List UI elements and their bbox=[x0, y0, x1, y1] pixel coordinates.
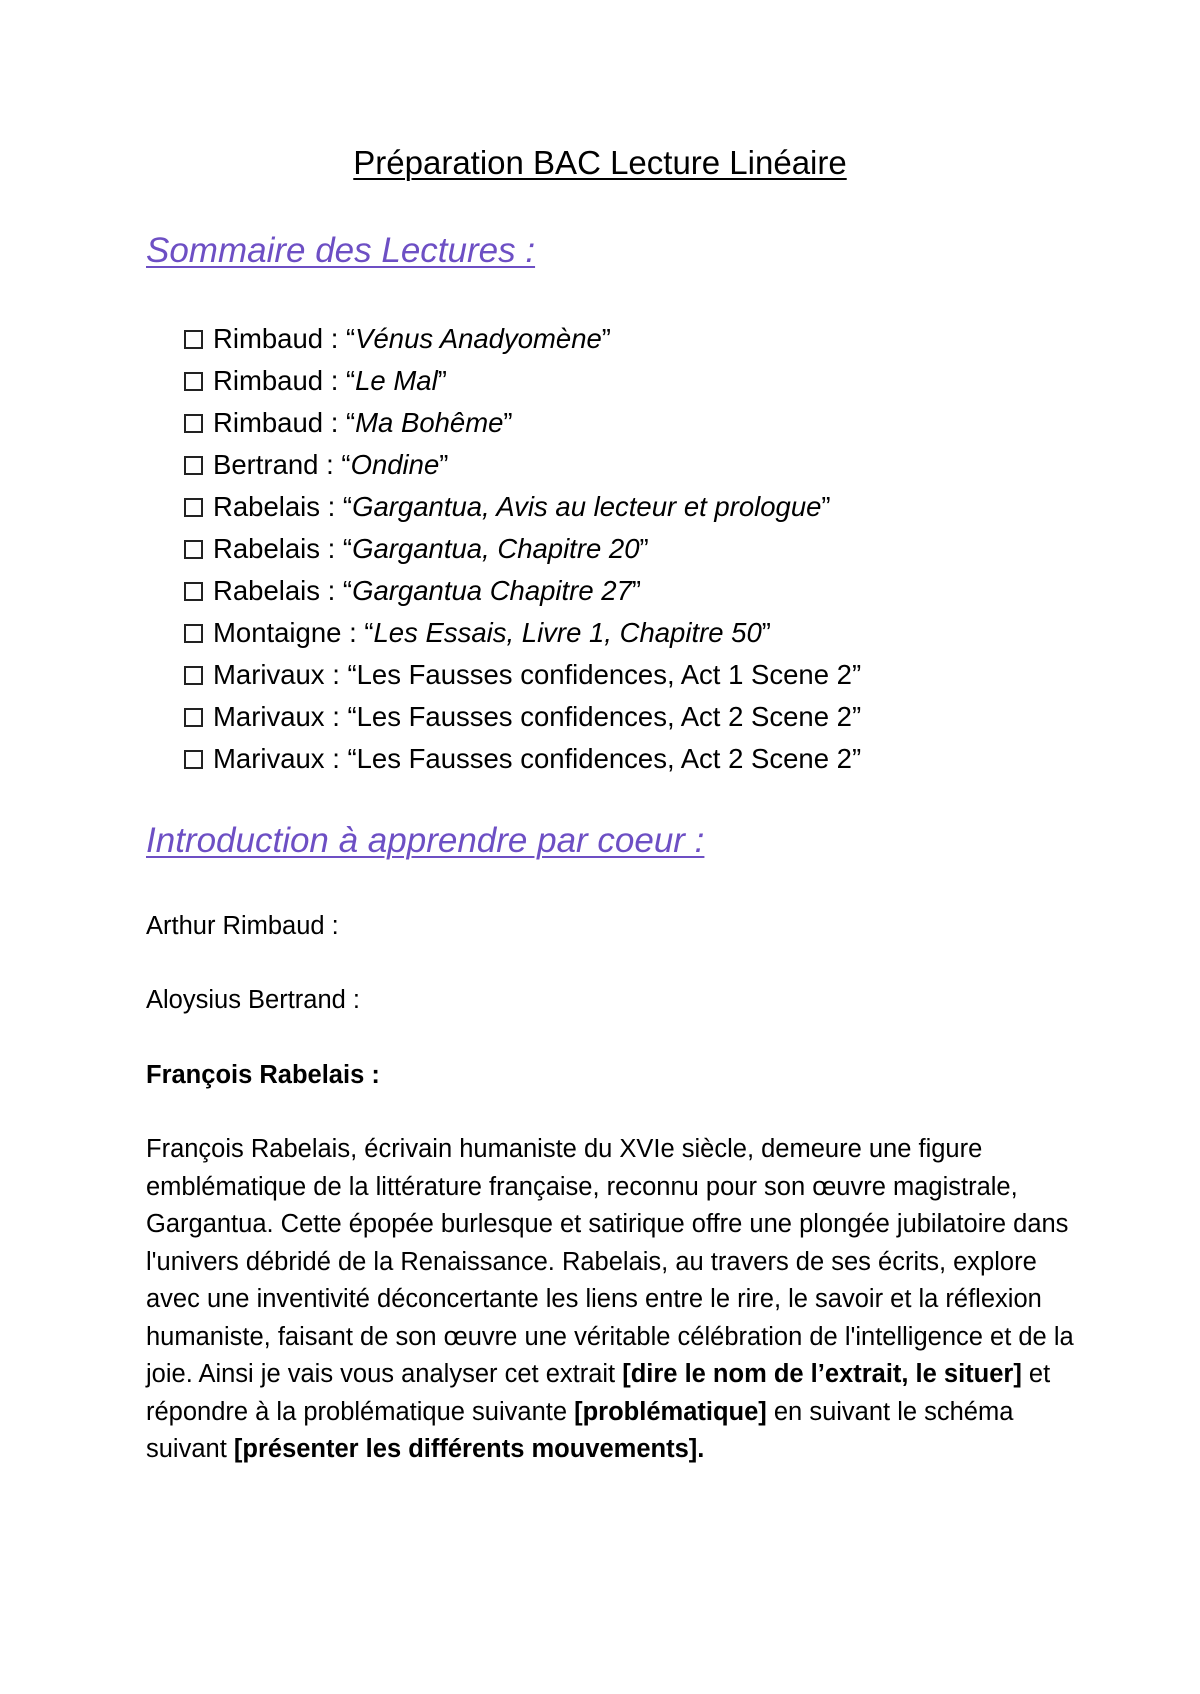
checkbox-icon[interactable] bbox=[184, 624, 203, 643]
reading-item-4 bbox=[184, 444, 861, 486]
reading-item-1 bbox=[184, 318, 861, 360]
paragraph-text: François Rabelais, écrivain humaniste du XVIe siècle, demeure une figure emblématique de la littérature française, reconnu pour son œuvre magistrale, Gargantua. Cette épopée burlesque et satirique offre une plongée jubilatoire dans l'univers débridé de la Renaissance. Rabelais, au travers de ses écrits, explore avec une inventivité déconcertante les liens entre le rire, le savoir et la réflexion humaniste, faisant de son œuvre une véritable célébration de l'intelligence et de la joie. Ainsi je vais vous analyser cet extrait bbox=[146, 1135, 1074, 1388]
reading-close-quote: ” bbox=[851, 659, 862, 690]
reading-item-10 bbox=[184, 696, 861, 738]
reading-close-quote: ” bbox=[631, 575, 642, 606]
checkbox-icon[interactable] bbox=[184, 540, 203, 559]
reading-item-11 bbox=[184, 738, 861, 780]
checkbox-icon[interactable] bbox=[184, 414, 203, 433]
reading-work: Les Fausses confidences, Act 2 Scene 2 bbox=[356, 743, 852, 774]
rabelais-introduction-paragraph bbox=[146, 1131, 1076, 1469]
checkbox-icon[interactable] bbox=[184, 750, 203, 769]
reading-author: Bertrand : “ bbox=[213, 449, 351, 480]
reading-author: Rimbaud : “ bbox=[213, 323, 356, 354]
reading-author: Rabelais : “ bbox=[213, 533, 353, 564]
reading-item-8 bbox=[184, 612, 861, 654]
reading-work: Les Essais, Livre 1, Chapitre 50 bbox=[373, 617, 762, 648]
reading-author: Montaigne : “ bbox=[213, 617, 374, 648]
reading-work: Gargantua, Avis au lecteur et prologue bbox=[352, 491, 822, 522]
reading-work: Les Fausses confidences, Act 1 Scene 2 bbox=[356, 659, 852, 690]
checkbox-icon[interactable] bbox=[184, 456, 203, 475]
reading-item-3 bbox=[184, 402, 861, 444]
reading-work: Gargantua, Chapitre 20 bbox=[352, 533, 640, 564]
reading-close-quote: ” bbox=[437, 365, 447, 396]
placeholder-problematique: [problématique] bbox=[574, 1397, 767, 1426]
reading-author: Rimbaud : “ bbox=[213, 407, 356, 438]
author-label-rabelais: François Rabelais : bbox=[146, 1061, 380, 1089]
checkbox-icon[interactable] bbox=[184, 372, 203, 391]
checkbox-icon[interactable] bbox=[184, 498, 203, 517]
reading-close-quote: ” bbox=[639, 533, 649, 564]
reading-close-quote: ” bbox=[851, 701, 862, 732]
reading-author: Marivaux : “ bbox=[213, 701, 357, 732]
reading-author: Marivaux : “ bbox=[213, 743, 357, 774]
reading-item-5 bbox=[184, 486, 861, 528]
reading-list bbox=[184, 318, 861, 780]
reading-author: Marivaux : “ bbox=[213, 659, 357, 690]
reading-author: Rimbaud : “ bbox=[213, 365, 356, 396]
checkbox-icon[interactable] bbox=[184, 330, 203, 349]
checkbox-icon[interactable] bbox=[184, 708, 203, 727]
reading-work: Ma Bohême bbox=[355, 407, 504, 438]
document-title: Préparation BAC Lecture Linéaire bbox=[353, 144, 847, 181]
reading-close-quote: ” bbox=[503, 407, 513, 438]
reading-item-2 bbox=[184, 360, 861, 402]
reading-work: Ondine bbox=[350, 449, 440, 480]
reading-item-9 bbox=[184, 654, 861, 696]
reading-work: Le Mal bbox=[355, 365, 438, 396]
reading-author: Rabelais : “ bbox=[213, 491, 353, 522]
placeholder-mouvements: [présenter les différents mouvements]. bbox=[233, 1435, 705, 1463]
placeholder-extract-name: [dire le nom de l’extrait, le situer] bbox=[622, 1360, 1022, 1388]
reading-item-7 bbox=[184, 570, 861, 612]
checkbox-icon[interactable] bbox=[184, 582, 203, 601]
reading-close-quote: ” bbox=[851, 743, 862, 774]
paragraph-text: et répondre à la problématique suivante bbox=[146, 1360, 1051, 1426]
reading-work: Vénus Anadyomène bbox=[355, 323, 602, 354]
reading-work: Les Fausses confidences, Act 2 Scene 2 bbox=[356, 701, 852, 732]
reading-close-quote: ” bbox=[601, 323, 611, 354]
reading-item-6 bbox=[184, 528, 861, 570]
reading-close-quote: ” bbox=[439, 449, 449, 480]
author-label-rimbaud: Arthur Rimbaud : bbox=[146, 912, 339, 940]
introduction-heading: Introduction à apprendre par coeur : bbox=[146, 821, 705, 860]
reading-author: Rabelais : “ bbox=[213, 575, 353, 606]
reading-close-quote: ” bbox=[821, 491, 831, 522]
checkbox-icon[interactable] bbox=[184, 666, 203, 685]
summary-heading: Sommaire des Lectures : bbox=[146, 231, 536, 270]
author-label-bertrand: Aloysius Bertrand : bbox=[146, 986, 361, 1014]
reading-close-quote: ” bbox=[761, 617, 771, 648]
paragraph-text: en suivant le schéma suivant bbox=[146, 1397, 1014, 1463]
reading-work: Gargantua Chapitre 27 bbox=[352, 575, 632, 606]
